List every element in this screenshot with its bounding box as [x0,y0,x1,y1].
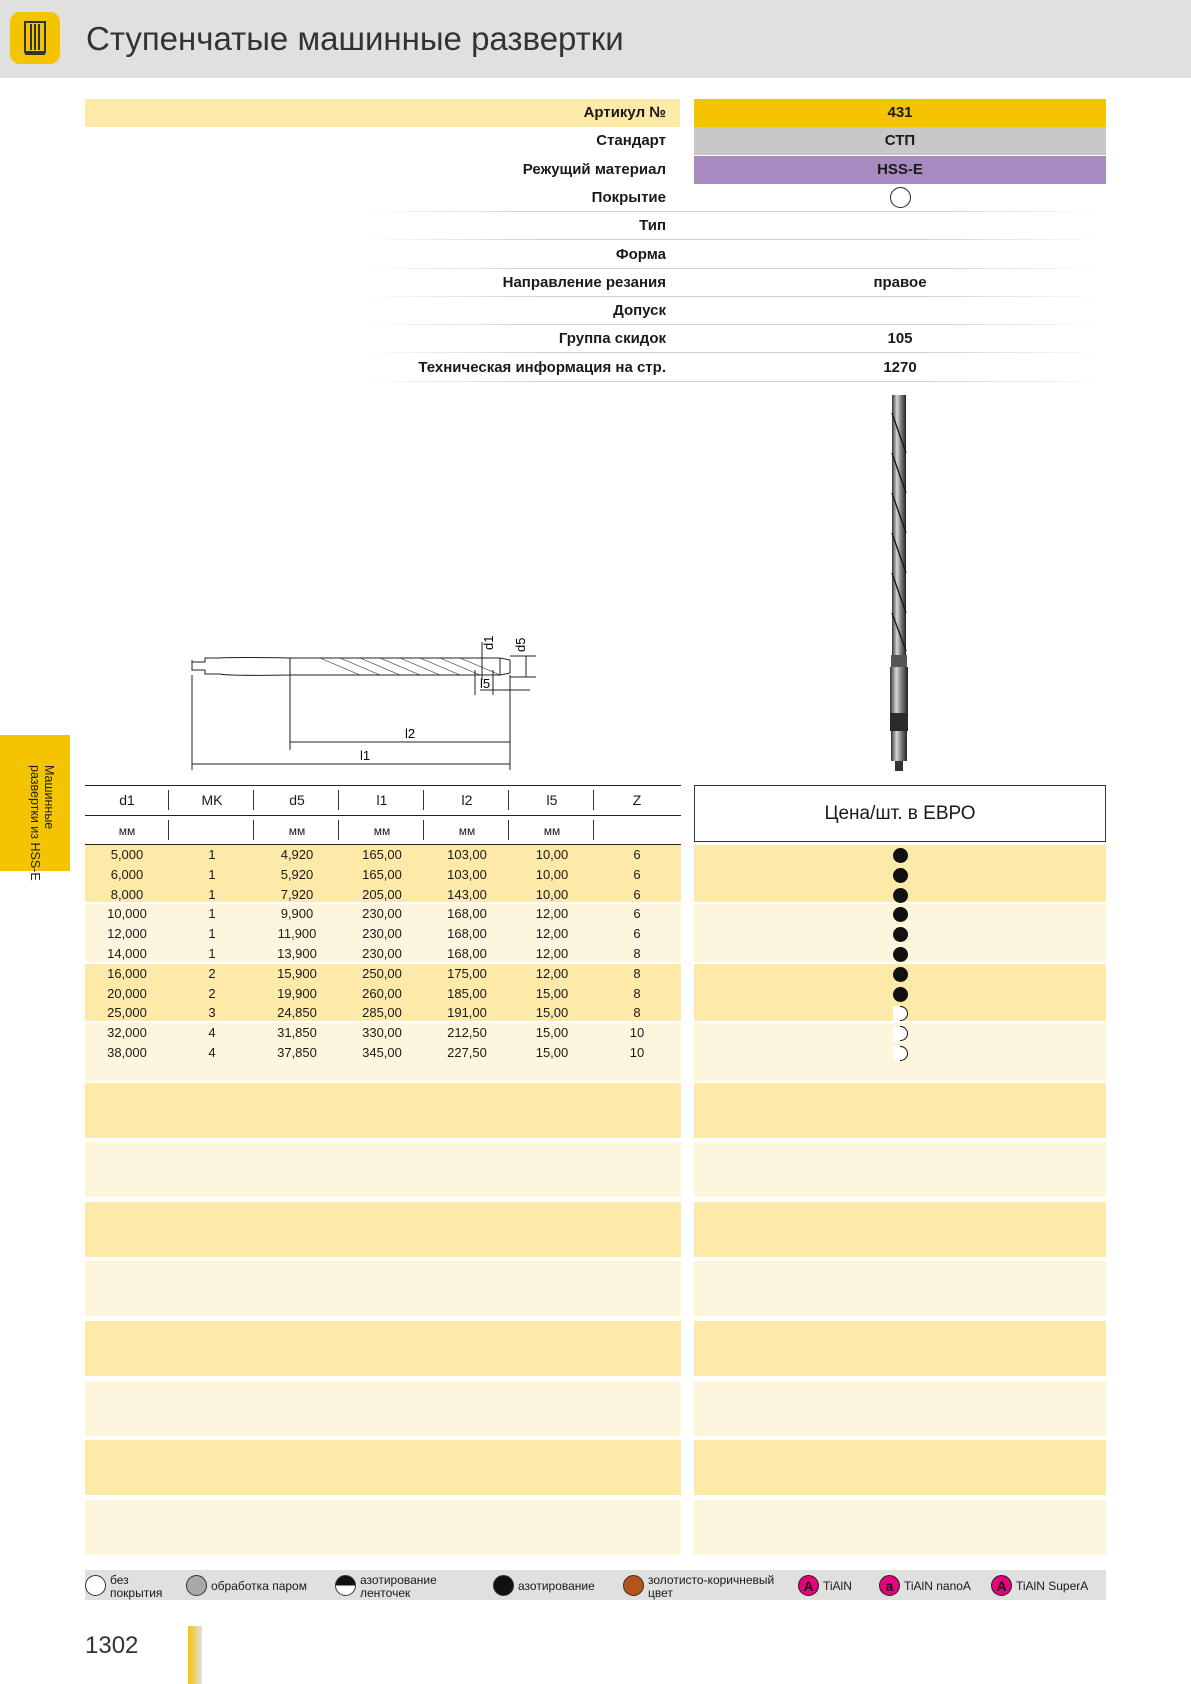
price-band [694,1381,1106,1436]
table-row [85,845,681,865]
table-cell: 24,850 [277,1005,317,1021]
legend-label-line: TiAlN SuperA [1016,1579,1089,1593]
label-l1: l1 [360,748,371,763]
table-cell: 5,920 [280,866,314,882]
reamer-photo [880,393,920,773]
table-cell: 9,900 [280,906,314,922]
section-tab [0,735,70,881]
table-cell: 165,00 [362,866,402,882]
table-cell: 8 [633,946,641,961]
column-separator [338,820,339,840]
column-header: d5 [289,792,305,808]
table-cell: 212,50 [447,1025,487,1041]
spec-divider [360,211,1106,212]
in-stock-dot-icon [893,868,908,883]
table-cell: 4,920 [280,847,314,862]
table-cell: 11,900 [277,926,317,942]
table-cell: 8,000 [110,886,144,902]
legend-label-line: азотирование [360,1573,437,1587]
no-coating-icon [890,187,911,208]
spec-divider [360,239,1106,240]
price-band [694,1083,1106,1138]
legend-label [518,1580,595,1593]
column-separator [253,820,254,840]
in-stock-dot-icon [893,848,908,863]
spec-label: Покрытие [591,188,666,206]
table-cell: 191,00 [447,1005,487,1021]
table-cell: 227,50 [447,1045,487,1060]
spec-value: 431 [887,104,913,121]
column-separator [423,790,424,810]
label-l2: l2 [405,726,416,741]
table-cell: 8 [633,1005,641,1021]
legend-label-line: без [110,1573,129,1587]
spec-label: Группа скидок [558,330,666,348]
table-cell: 12,00 [535,965,569,981]
table-cell: 4 [208,1025,216,1041]
table-cell: 38,000 [107,1045,147,1060]
legend-label [110,1574,162,1600]
spec-label: Форма [615,245,666,263]
page-header [0,0,1191,78]
spec-value: 105 [887,330,913,348]
unit-cell: мм [543,824,561,838]
column-header: Z [632,792,642,808]
table-cell: 285,00 [362,1005,402,1021]
column-separator [423,820,424,840]
table-cell: 6 [633,906,641,922]
table-cell: 10,00 [535,866,569,882]
tialn-a-icon: A [991,1575,1012,1596]
table-cell: 10,00 [535,847,569,862]
table-band [85,1083,681,1138]
spec-label: Допуск [613,302,666,320]
table-cell: 345,00 [362,1045,402,1060]
table-cell: 15,00 [535,985,569,1001]
column-separator [168,820,169,840]
table-cell: 205,00 [362,886,402,902]
table-cell: 15,00 [535,1005,569,1021]
table-row [85,984,681,1004]
table-row [85,1043,681,1063]
table-cell: 6 [633,886,641,902]
table-cell: 250,00 [362,965,402,981]
table-cell: 168,00 [447,906,487,922]
page-marker [188,1626,202,1684]
available-soon-dot-icon [893,1046,908,1061]
spec-divider [360,324,1106,325]
table-cell: 16,000 [107,965,147,981]
table-cell: 4 [208,1045,216,1060]
spec-divider [360,268,1106,269]
spec-label: Направление резания [502,273,666,291]
table-cell: 32,000 [107,1025,147,1041]
table-cell: 12,00 [535,926,569,942]
table-band [85,1440,681,1495]
table-cell: 12,000 [107,926,147,942]
table-cell: 8 [633,965,641,981]
table-cell: 10 [629,1045,645,1060]
table-cell: 175,00 [447,965,487,981]
legend-label [904,1580,971,1593]
table-cell: 15,00 [535,1025,569,1041]
circle-black-icon [493,1575,514,1596]
spec-value: 1270 [883,358,917,376]
legend-label [823,1580,852,1593]
column-separator [253,790,254,810]
label-d1: d1 [481,635,496,650]
column-header: MK [201,792,223,808]
spec-label: Артикул № [583,104,666,121]
technical-drawing [180,620,580,772]
table-cell: 3 [208,1005,216,1021]
legend-label-line: TiAlN nanoA [904,1579,971,1593]
coating-legend [85,1570,1106,1600]
table-cell: 1 [208,866,216,882]
table-cell: 10 [629,1025,645,1041]
section-tab-line2: развертки из HSS-E [28,765,42,881]
table-cell: 25,000 [107,1005,147,1021]
column-separator [593,790,594,810]
table-cell: 103,00 [447,866,487,882]
price-band [694,1500,1106,1555]
page-number: 1302 [85,1632,139,1659]
table-cell: 330,00 [362,1025,402,1041]
in-stock-dot-icon [893,987,908,1002]
spec-value: правое [873,273,927,291]
table-cell: 13,900 [277,946,317,961]
table-header-row [85,785,681,815]
table-band [85,1142,681,1197]
table-row [85,1023,681,1043]
spec-label: Стандарт [596,132,666,150]
column-separator [338,790,339,810]
column-header: l5 [546,792,558,808]
column-header: l1 [376,792,388,808]
table-cell: 8 [633,985,641,1001]
price-band [694,1440,1106,1495]
table-cell: 103,00 [447,847,487,862]
legend-label-line: азотирование [518,1579,595,1593]
table-cell: 15,900 [277,965,317,981]
table-cell: 6 [633,926,641,942]
table-cell: 185,00 [447,985,487,1001]
spec-divider [360,296,1106,297]
table-cell: 230,00 [362,946,402,961]
table-band [85,1500,681,1555]
table-cell: 19,900 [277,985,317,1001]
table-cell: 168,00 [447,946,487,961]
unit-cell: мм [458,824,476,838]
table-cell: 1 [208,886,216,902]
column-header: d1 [119,792,135,808]
price-band [694,1321,1106,1376]
table-cell: 165,00 [362,847,402,862]
table-cell: 260,00 [362,985,402,1001]
table-row [85,1003,681,1023]
section-tab-label [28,765,56,881]
legend-label [360,1574,437,1600]
legend-label-line: покрытия [110,1586,163,1600]
legend-label-line: TiAlN [823,1579,852,1593]
table-row [85,904,681,924]
table-row [85,944,681,964]
table-cell: 31,850 [277,1025,317,1041]
column-separator [508,790,509,810]
table-cell: 12,00 [535,946,569,961]
table-cell: 12,00 [535,906,569,922]
table-cell: 37,850 [277,1045,317,1060]
table-cell: 5,000 [110,847,144,862]
legend-label [648,1574,774,1600]
label-l5: l5 [480,676,491,691]
column-separator [593,820,594,840]
legend-label [211,1580,307,1593]
nano-a-icon: a [879,1575,900,1596]
unit-cell: мм [373,824,391,838]
spec-label: Техническая информация на стр. [418,358,666,376]
price-band [694,1261,1106,1316]
page-title: Ступенчатые машинные развертки [86,20,624,57]
table-cell: 1 [208,906,216,922]
circle-half-icon [335,1575,356,1596]
table-band [85,1261,681,1316]
table-cell: 168,00 [447,926,487,942]
column-separator [168,790,169,810]
tialn-a-icon: A [798,1575,819,1596]
spec-divider [360,352,1106,353]
price-band [694,1142,1106,1197]
spec-label: Режущий материал [522,160,666,178]
legend-label-line: цвет [648,1586,673,1600]
table-cell: 1 [208,847,216,862]
table-cell: 1 [208,946,216,961]
table-cell: 2 [208,985,216,1001]
table-cell: 15,00 [535,1045,569,1060]
spec-label: Тип [639,217,666,235]
spec-divider [360,381,1106,382]
table-cell: 10,00 [535,886,569,902]
unit-cell: мм [288,824,306,838]
price-header: Цена/шт. в ЕВРО [694,785,1106,842]
table-band [85,1381,681,1436]
legend-label-line: обработка паром [211,1579,307,1593]
column-header: l2 [461,792,473,808]
legend-label-line: ленточек [360,1586,411,1600]
table-row [85,964,681,984]
reamer-logo-icon [10,12,60,64]
table-cell: 14,000 [107,946,147,961]
unit-cell: мм [118,824,136,838]
table-cell: 1 [208,926,216,942]
table-row [85,865,681,885]
table-cell: 6,000 [110,866,144,882]
price-band [694,1202,1106,1257]
in-stock-dot-icon [893,888,908,903]
table-cell: 6 [633,847,641,862]
legend-label-line: золотисто-коричневый [648,1573,775,1587]
table-cell: 230,00 [362,906,402,922]
table-cell: 10,000 [107,906,147,922]
circle-brown-icon [623,1575,644,1596]
table-cell: 6 [633,866,641,882]
table-cell: 20,000 [107,985,147,1001]
in-stock-dot-icon [893,947,908,962]
circle-white-icon [85,1575,106,1596]
table-cell: 143,00 [447,886,487,902]
label-d5: d5 [513,637,528,652]
section-tab-line1: Машинные [42,765,56,830]
legend-label [1016,1580,1088,1593]
spec-value: HSS-E [877,160,923,178]
spec-value: СТП [884,132,916,150]
table-cell: 7,920 [280,886,314,902]
table-cell: 230,00 [362,926,402,942]
table-row [85,885,681,905]
circle-grey-icon [186,1575,207,1596]
in-stock-dot-icon [893,967,908,982]
column-separator [508,820,509,840]
table-band [85,1321,681,1376]
table-band [85,1202,681,1257]
table-units-row [85,815,681,845]
table-row [85,924,681,944]
table-cell: 2 [208,965,216,981]
